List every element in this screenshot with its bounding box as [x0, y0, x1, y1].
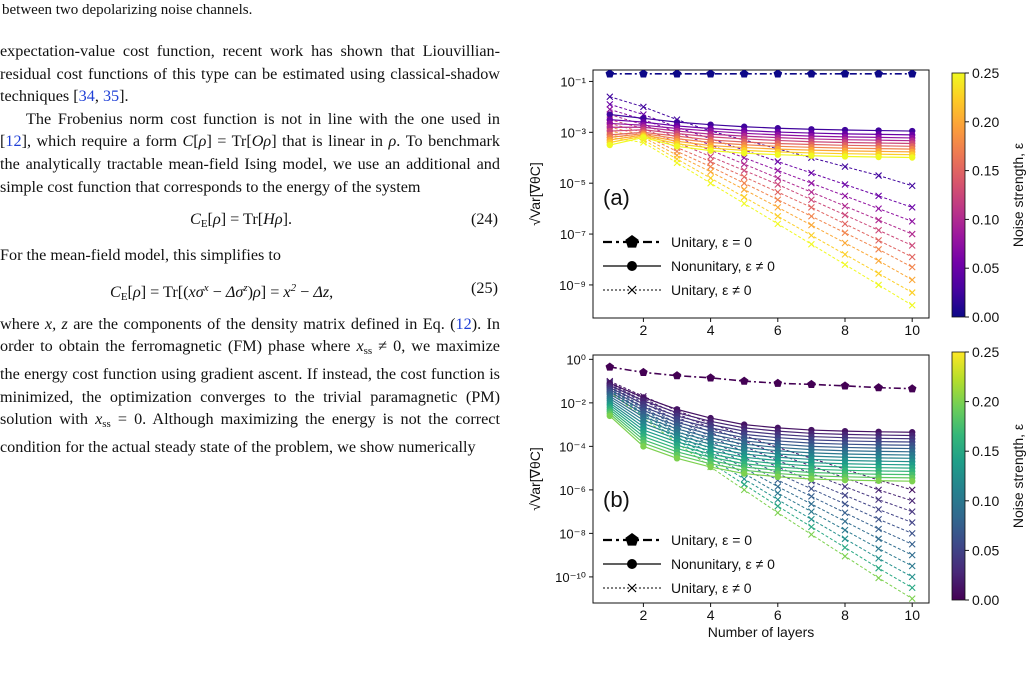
- marker-circle: [909, 154, 915, 160]
- marker-x: [808, 524, 814, 530]
- colorbar-tick-label: 0.00: [972, 309, 1000, 325]
- equation-24-body: $C_E[\rho] = Tr[H\rho]$.: [190, 210, 293, 231]
- marker-x: [808, 222, 814, 228]
- x-tick-label: 8: [841, 322, 849, 338]
- subscript: ss: [363, 345, 373, 358]
- marker-x: [775, 497, 781, 503]
- marker-x: [909, 520, 915, 526]
- colorbar: [952, 73, 965, 317]
- marker-x: [708, 159, 714, 165]
- marker-x: [775, 167, 781, 173]
- legend-marker-x: [628, 286, 636, 294]
- y-tick-label: 10⁻¹⁰: [555, 569, 586, 585]
- marker-x: [842, 492, 848, 498]
- marker-x: [876, 270, 882, 276]
- marker-x: [775, 490, 781, 496]
- series-unitary-noisy: [610, 137, 912, 305]
- text-run: = 0. Although maximizing the energy is not the correct condition for the actual steady state of the problem, we show numerically: [0, 410, 500, 456]
- citation-link[interactable]: 34: [78, 87, 95, 106]
- marker-x: [909, 585, 915, 591]
- marker-x: [909, 541, 915, 547]
- marker-x: [876, 173, 882, 179]
- colorbar-tick-label: 0.10: [972, 211, 1000, 228]
- marker-x: [842, 240, 848, 246]
- x-tick-label: 6: [773, 607, 782, 623]
- citation-link[interactable]: 12: [5, 132, 22, 151]
- chart-panel-b: [527, 344, 1026, 640]
- body-text-column: [0, 40, 500, 458]
- marker-x: [842, 212, 848, 218]
- marker-pentagon: [807, 69, 816, 77]
- text-run: [: [193, 132, 199, 151]
- marker-x: [842, 545, 848, 551]
- marker-x: [842, 536, 848, 542]
- marker-x: [607, 101, 613, 107]
- figure-gradient-variance: [520, 48, 1028, 674]
- marker-x: [808, 486, 814, 492]
- marker-x: [876, 282, 882, 288]
- marker-x: [909, 509, 915, 515]
- equation-24: [0, 198, 500, 244]
- y-tick-label: 10⁰: [566, 352, 586, 368]
- marker-pentagon: [874, 69, 883, 77]
- marker-circle: [808, 153, 814, 159]
- marker-pentagon: [740, 69, 749, 77]
- marker-circle: [640, 443, 646, 449]
- paragraph-2: [0, 108, 500, 198]
- x-tick-label: 4: [706, 322, 715, 338]
- equation-25-body: $C_E[\rho] = Tr[(x\sigma^x - \Delta\sigma^z)\rho] = x^2 - \Delta z$,: [110, 281, 334, 303]
- marker-x: [876, 526, 882, 532]
- marker-x: [842, 221, 848, 227]
- marker-pentagon: [706, 69, 715, 77]
- marker-x: [708, 180, 714, 186]
- marker-x: [876, 227, 882, 233]
- x-tick-label: 8: [841, 607, 849, 623]
- marker-x: [741, 187, 747, 193]
- text-run: are the components of the density matrix defined in Eq. (: [67, 314, 456, 333]
- y-tick-label: 10⁻⁹: [559, 277, 586, 293]
- marker-x: [741, 476, 747, 482]
- text-run: . To benchmark the analytically tractable mean-field Ising model, we use an additional and simple cost function that corresponds to the energy of the system: [0, 132, 501, 196]
- marker-circle: [741, 150, 747, 156]
- colorbar-label: Noise strength, ε: [1010, 142, 1026, 248]
- marker-circle: [842, 477, 848, 483]
- marker-x: [775, 189, 781, 195]
- text-run: The Frobenius norm cost function is not in line with the one used in [: [0, 109, 500, 151]
- legend: [603, 532, 775, 596]
- marker-x: [741, 167, 747, 173]
- marker-x: [909, 596, 915, 602]
- panel-label: (a): [603, 185, 630, 210]
- marker-x: [876, 246, 882, 252]
- paragraph-3: [0, 244, 500, 267]
- marker-x: [909, 218, 915, 224]
- inline-math: x: [356, 337, 364, 356]
- marker-x: [909, 264, 915, 270]
- marker-x: [842, 527, 848, 533]
- marker-x: [909, 574, 915, 580]
- y-tick-label: 10⁻¹: [560, 74, 586, 90]
- citation-link[interactable]: 35: [102, 87, 120, 106]
- marker-x: [775, 175, 781, 181]
- inline-math: Oρ: [251, 132, 272, 151]
- marker-x: [775, 510, 781, 516]
- marker-x: [876, 237, 882, 243]
- marker-x: [741, 487, 747, 493]
- colorbar-tick-label: 0.05: [972, 542, 1000, 559]
- marker-circle: [808, 476, 814, 482]
- marker-circle: [741, 470, 747, 476]
- marker-x: [640, 104, 646, 110]
- marker-pentagon: [673, 371, 682, 379]
- text-run: expectation-value cost function, recent work has shown that Liouvillian-residual cost functions of this type can be estimated using classical-shadow techniques [: [0, 42, 500, 106]
- marker-x: [909, 277, 915, 283]
- marker-x: [808, 232, 814, 238]
- marker-circle: [875, 154, 881, 160]
- figure-caption-tail: between two depolarizing noise channels.: [2, 2, 253, 18]
- legend-label: Unitary, ε ≠ 0: [671, 580, 752, 596]
- marker-pentagon: [673, 69, 682, 77]
- marker-x: [708, 169, 714, 175]
- marker-pentagon: [740, 377, 749, 385]
- marker-x: [876, 506, 882, 512]
- y-axis-label: √Var[∇θC]: [527, 447, 543, 511]
- marker-x: [842, 518, 848, 524]
- marker-x: [909, 204, 915, 210]
- marker-x: [808, 516, 814, 522]
- text-run: ] that is linear in: [271, 132, 389, 151]
- series-unitary-noisy: [610, 115, 912, 235]
- colorbar-tick-label: 0.05: [972, 260, 1000, 277]
- marker-x: [876, 546, 882, 552]
- x-tick-label: 6: [773, 322, 782, 338]
- legend-marker-circle: [627, 559, 637, 569]
- text-run: ). In order to obtain the ferromagnetic (FM) phase where: [0, 314, 501, 356]
- equation-25: [0, 267, 500, 313]
- marker-x: [842, 262, 848, 268]
- colorbar-tick-label: 0.00: [972, 592, 1000, 608]
- y-tick-label: 10⁻⁴: [559, 439, 586, 455]
- colorbar-tick-label: 0.15: [972, 162, 1000, 179]
- legend-label: Nonunitary, ε ≠ 0: [671, 556, 775, 572]
- marker-x: [842, 501, 848, 507]
- marker-circle: [707, 464, 713, 470]
- marker-x: [909, 243, 915, 249]
- x-tick-label: 10: [904, 607, 920, 623]
- inline-math: x: [95, 410, 103, 429]
- colorbar-tick-label: 0.25: [972, 344, 1000, 360]
- marker-x: [876, 497, 882, 503]
- marker-x: [842, 251, 848, 257]
- marker-x: [741, 180, 747, 186]
- series-unitary-ideal: [610, 367, 912, 389]
- equation-25-number: (25): [471, 278, 498, 297]
- legend-marker-x: [628, 584, 636, 592]
- marker-x: [909, 498, 915, 504]
- marker-pentagon: [908, 69, 917, 77]
- marker-circle: [707, 147, 713, 153]
- marker-x: [775, 159, 781, 165]
- text-run: where: [0, 314, 45, 333]
- y-tick-label: 10⁻⁵: [559, 176, 586, 192]
- legend-label: Unitary, ε = 0: [671, 234, 753, 250]
- marker-x: [909, 530, 915, 536]
- marker-x: [775, 181, 781, 187]
- marker-circle: [909, 478, 915, 484]
- marker-x: [876, 206, 882, 212]
- x-axis-label: Number of layers: [707, 624, 815, 640]
- marker-circle: [607, 413, 613, 419]
- y-tick-label: 10⁻²: [560, 395, 586, 411]
- marker-x: [808, 501, 814, 507]
- marker-pentagon: [639, 69, 648, 77]
- marker-x: [876, 487, 882, 493]
- text-run: For the mean-field model, this simplifies to: [0, 246, 281, 265]
- marker-x: [842, 553, 848, 559]
- marker-x: [741, 201, 747, 207]
- marker-x: [876, 565, 882, 571]
- subscript: ss: [102, 418, 111, 431]
- marker-x: [842, 230, 848, 236]
- chart-panel-a: [527, 65, 1026, 338]
- marker-x: [909, 290, 915, 296]
- colorbar-label: Noise strength, ε: [1010, 423, 1026, 529]
- text-run: ,: [94, 87, 103, 106]
- legend-label: Nonunitary, ε ≠ 0: [671, 258, 775, 274]
- marker-x: [775, 213, 781, 219]
- y-tick-label: 10⁻⁸: [559, 526, 586, 542]
- marker-x: [876, 575, 882, 581]
- legend-label: Unitary, ε ≠ 0: [671, 282, 752, 298]
- x-tick-label: 4: [706, 607, 715, 623]
- marker-pentagon: [706, 373, 715, 381]
- y-tick-label: 10⁻³: [560, 125, 586, 141]
- marker-x: [808, 509, 814, 515]
- y-tick-label: 10⁻⁶: [559, 482, 586, 498]
- marker-x: [842, 203, 848, 209]
- marker-circle: [875, 478, 881, 484]
- marker-x: [708, 175, 714, 181]
- marker-circle: [640, 134, 646, 140]
- marker-pentagon: [841, 381, 850, 389]
- marker-pentagon: [774, 379, 783, 387]
- legend-marker-circle: [627, 261, 637, 271]
- marker-x: [909, 231, 915, 237]
- marker-x: [842, 510, 848, 516]
- marker-x: [708, 164, 714, 170]
- legend: [603, 234, 775, 298]
- marker-x: [741, 481, 747, 487]
- legend-label: Unitary, ε = 0: [671, 532, 753, 548]
- equation-24-number: (24): [471, 210, 498, 229]
- x-tick-label: 2: [639, 607, 648, 623]
- marker-x: [808, 189, 814, 195]
- marker-pentagon: [841, 69, 850, 77]
- marker-circle: [775, 474, 781, 480]
- marker-x: [808, 531, 814, 537]
- colorbar-tick-label: 0.15: [972, 443, 1000, 460]
- citation-link[interactable]: 12: [455, 314, 472, 333]
- x-tick-label: 2: [639, 322, 648, 338]
- x-tick-label: 10: [904, 322, 920, 338]
- marker-x: [775, 484, 781, 490]
- paragraph-1: [0, 40, 500, 108]
- marker-x: [808, 197, 814, 203]
- marker-x: [808, 241, 814, 247]
- marker-x: [909, 563, 915, 569]
- marker-x: [607, 94, 613, 100]
- marker-pentagon: [807, 380, 816, 388]
- figure-svg: [520, 48, 1028, 674]
- inline-math: ρ: [388, 132, 397, 151]
- marker-x: [876, 193, 882, 199]
- marker-x: [909, 302, 915, 308]
- series-unitary-noisy: [610, 97, 912, 186]
- marker-x: [842, 484, 848, 490]
- marker-pentagon: [774, 69, 783, 77]
- marker-x: [876, 258, 882, 264]
- marker-x: [775, 204, 781, 210]
- marker-pentagon: [639, 368, 648, 376]
- marker-x: [909, 254, 915, 260]
- marker-x: [808, 170, 814, 176]
- marker-x: [842, 181, 848, 187]
- marker-x: [708, 153, 714, 159]
- marker-x: [775, 503, 781, 509]
- legend-marker-pentagon: [625, 235, 638, 248]
- marker-x: [808, 493, 814, 499]
- marker-x: [741, 194, 747, 200]
- marker-x: [808, 204, 814, 210]
- marker-x: [808, 213, 814, 219]
- legend-marker-pentagon: [625, 533, 638, 546]
- text-run: ].: [119, 87, 129, 106]
- marker-circle: [775, 152, 781, 158]
- marker-x: [876, 536, 882, 542]
- marker-pentagon: [606, 69, 615, 77]
- marker-x: [876, 555, 882, 561]
- colorbar-tick-label: 0.25: [972, 65, 1000, 81]
- marker-circle: [607, 142, 613, 148]
- marker-x: [842, 164, 848, 170]
- marker-x: [775, 221, 781, 227]
- paragraph-4: [0, 313, 500, 459]
- inline-math: ρ: [198, 132, 207, 151]
- inline-math: C: [182, 132, 194, 151]
- marker-circle: [842, 153, 848, 159]
- inline-math: x, z: [44, 314, 68, 333]
- marker-x: [741, 161, 747, 167]
- marker-x: [741, 174, 747, 180]
- marker-x: [876, 217, 882, 223]
- marker-x: [909, 552, 915, 558]
- panel-label: (b): [603, 487, 630, 512]
- text-run: ≠ 0, we maximize the energy cost function using gradient ascent. If instead, the cost function is minimized, the optimization converges to the trivial paramagnetic (PM) solution with: [0, 337, 500, 429]
- y-axis-label: √Var[∇θC]: [527, 162, 543, 226]
- y-tick-label: 10⁻⁷: [559, 227, 586, 243]
- marker-x: [674, 160, 680, 166]
- marker-pentagon: [606, 362, 615, 370]
- text-run: ], which require a form: [21, 132, 183, 151]
- colorbar-tick-label: 0.20: [972, 393, 1000, 410]
- marker-x: [808, 180, 814, 186]
- marker-circle: [674, 143, 680, 149]
- marker-x: [909, 183, 915, 189]
- marker-x: [842, 193, 848, 199]
- marker-x: [775, 197, 781, 203]
- marker-pentagon: [874, 383, 883, 391]
- marker-circle: [674, 455, 680, 461]
- colorbar-tick-label: 0.20: [972, 113, 1000, 130]
- marker-x: [909, 487, 915, 493]
- colorbar-tick-label: 0.10: [972, 492, 1000, 509]
- marker-x: [876, 516, 882, 522]
- colorbar: [952, 352, 965, 600]
- text-run: ] = Tr[: [206, 132, 252, 151]
- marker-pentagon: [908, 384, 917, 392]
